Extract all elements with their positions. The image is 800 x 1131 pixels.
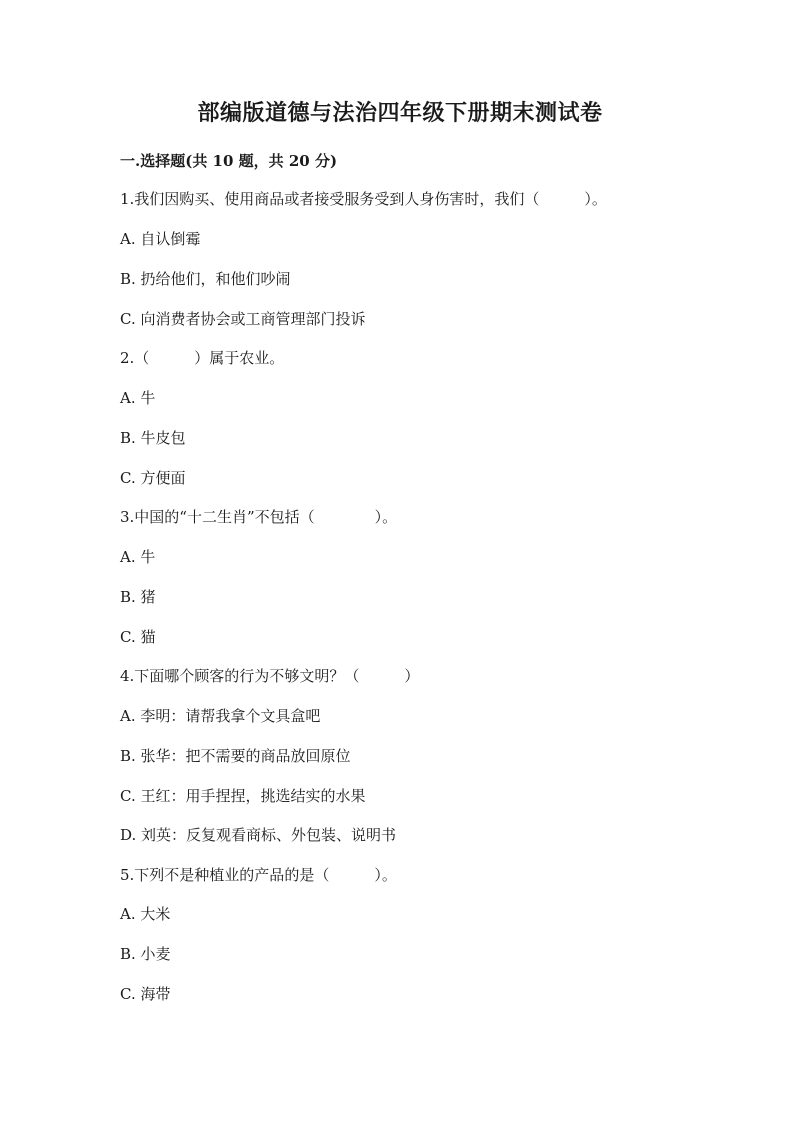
section-heading: 一.选择题(共 10 题，共 20 分) [120, 152, 338, 170]
question-4-stem: 4.下面哪个顾客的行为不够文明？（ ） [120, 667, 420, 685]
question-4-option-b: B. 张华：把不需要的商品放回原位 [120, 747, 351, 765]
question-1-option-b: B. 扔给他们，和他们吵闹 [120, 270, 291, 288]
question-1-option-c: C. 向消费者协会或工商管理部门投诉 [120, 310, 366, 328]
question-5-option-c: C. 海带 [120, 985, 171, 1003]
question-5-option-a: A. 大米 [120, 905, 171, 923]
question-3-option-b: B. 猪 [120, 588, 156, 606]
question-1-stem: 1.我们因购买、使用商品或者接受服务受到人身伤害时，我们（ ）。 [120, 190, 607, 208]
question-1-option-a: A. 自认倒霉 [120, 230, 201, 248]
question-3-stem: 3.中国的“十二生肖”不包括（ ）。 [120, 508, 398, 526]
question-4-option-c: C. 王红：用手捏捏，挑选结实的水果 [120, 787, 366, 805]
question-2-option-b: B. 牛皮包 [120, 429, 186, 447]
question-5-option-b: B. 小麦 [120, 945, 171, 963]
question-2-option-c: C. 方便面 [120, 469, 186, 487]
question-2-option-a: A. 牛 [120, 389, 156, 407]
question-5-stem: 5.下列不是种植业的产品的是（ ）。 [120, 866, 397, 884]
question-3-option-a: A. 牛 [120, 548, 156, 566]
question-3-option-c: C. 猫 [120, 628, 156, 646]
question-4-option-d: D. 刘英：反复观看商标、外包装、说明书 [120, 826, 397, 844]
question-2-stem: 2.（ ）属于农业。 [120, 349, 285, 367]
question-4-option-a: A. 李明：请帮我拿个文具盒吧 [120, 707, 321, 725]
exam-title: 部编版道德与法治四年级下册期末测试卷 [197, 100, 603, 126]
